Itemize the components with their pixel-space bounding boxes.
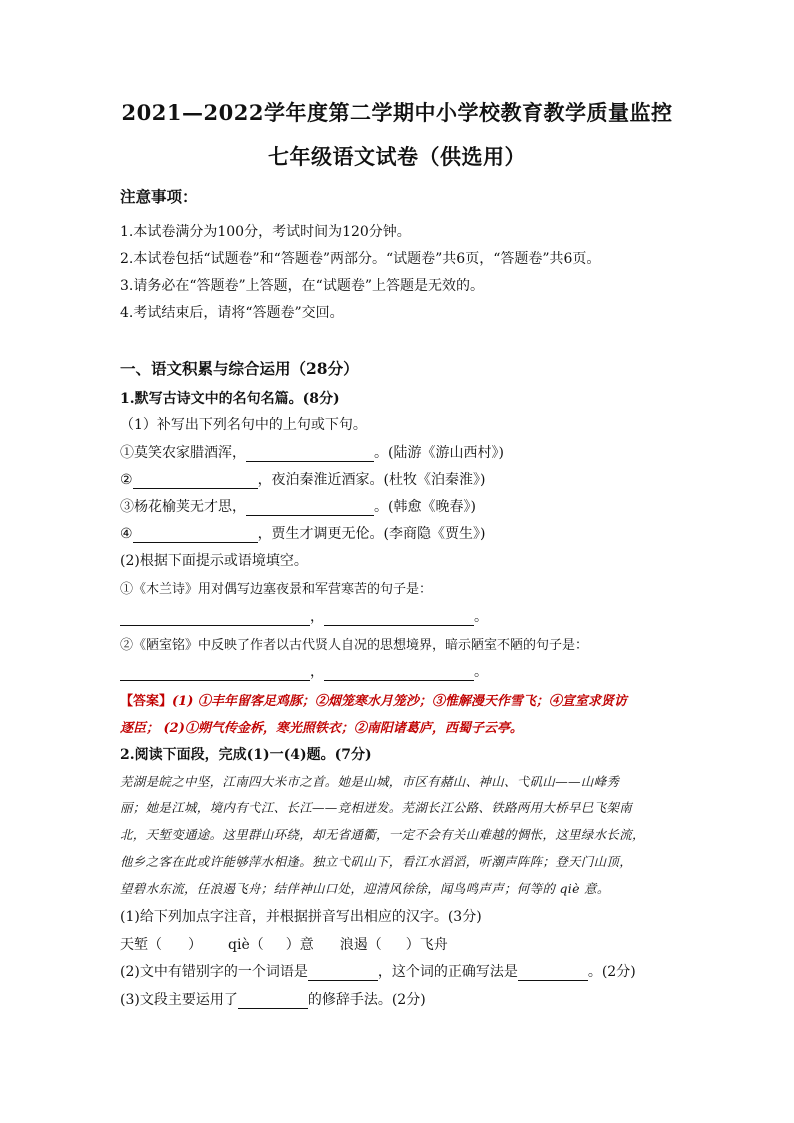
passage-line-3: 北，天堑变通途。这里群山环绕，却无省通衢，一定不会有关山难越的惆怅，这里绿水长流， bbox=[120, 827, 645, 842]
recite-item-text: ④ bbox=[120, 526, 133, 542]
answer-line-1 bbox=[120, 690, 627, 709]
passage-line-4: 他乡之客在此或许能够萍水相逢。独立弋矶山下，看江水滔滔，听潮声阵阵；登天门山顶， bbox=[120, 854, 633, 869]
pinyin-item: ） bbox=[188, 937, 202, 953]
answer-blank[interactable] bbox=[308, 966, 378, 981]
notice-heading: 注意事项： bbox=[120, 187, 198, 206]
question-text: ，这个词的正确写法是 bbox=[377, 964, 518, 980]
question-text: (3)文段主要运用了 bbox=[120, 992, 238, 1008]
fill-prompt-loushiming: ②《陋室铭》中反映了作者以古代贤人自况的思想境界，暗示陋室不陋的句子是： bbox=[120, 638, 589, 653]
question-text: 。(2分) bbox=[587, 964, 636, 980]
notice-item-4: 4.考试结束后，请将“答题卷”交回。 bbox=[120, 305, 344, 321]
notice-item-3: 3.请务必在“答题卷”上答题，在“试题卷”上答题是无效的。 bbox=[120, 278, 484, 294]
question-1-title: 1.默写古诗文中的名句名篇。(8分) bbox=[120, 391, 340, 407]
answer-blank[interactable] bbox=[246, 447, 374, 462]
answer-blank[interactable] bbox=[324, 611, 474, 626]
notice-item-2: 2.本试卷包括“试题卷”和“答题卷”两部分。“试题卷”共6页，“答题卷”共6页。 bbox=[120, 251, 601, 267]
passage-line-1: 芜湖是皖之中坚，江南四大米市之首。她是山城，市区有赭山、神山、弋矶山——山峰秀 bbox=[120, 774, 620, 789]
page-title: 2021—2022学年度第二学期中小学校教育教学质量监控 bbox=[121, 100, 673, 125]
question-2-sub1: (1)给下列加点字注音，并根据拼音写出相应的汉字。(3分) bbox=[120, 909, 482, 925]
question-2-sub3 bbox=[120, 989, 426, 1009]
question-1-sub1-instruction: （1）补写出下列名句中的上句或下句。 bbox=[120, 417, 367, 433]
answer-blank[interactable] bbox=[324, 666, 474, 681]
recite-item-source: 。(韩愈《晚春》) bbox=[374, 499, 476, 515]
recite-item-source: 。(陆游《游山西村》) bbox=[374, 445, 504, 461]
passage-line-2: 丽；她是江城，境内有弋江、长江——竞相迸发。芜湖长江公路、铁路两用大桥早巳飞架南 bbox=[120, 800, 633, 815]
period: 。 bbox=[474, 664, 488, 680]
recite-item-text: ③杨花榆荚无才思， bbox=[120, 499, 246, 515]
question-2-sub2 bbox=[120, 961, 636, 981]
question-text: (2)文中有错别字的一个词语是 bbox=[120, 964, 308, 980]
recite-item-text: ①莫笑农家腊酒浑， bbox=[120, 445, 246, 461]
answer-blank[interactable] bbox=[238, 994, 308, 1009]
question-1-sub2-instruction: (2)根据下面提示或语境填空。 bbox=[120, 553, 308, 569]
answer-blank[interactable] bbox=[120, 611, 310, 626]
comma: ， bbox=[310, 609, 324, 625]
answer-blank[interactable] bbox=[133, 528, 258, 543]
passage-line-5: 望碧水东流，任浪遏飞舟；结伴神山口处，迎清风徐徐，闻鸟鸣声声；何等的 qiè 意。 bbox=[120, 881, 610, 896]
answer-blank[interactable] bbox=[246, 501, 374, 516]
pinyin-item: 浪遏（ bbox=[339, 937, 382, 953]
recite-item-4 bbox=[120, 523, 486, 543]
question-2-title: 2.阅读下面段，完成(1)一(4)题。(7分) bbox=[120, 747, 372, 763]
pinyin-item: ）意 bbox=[285, 937, 314, 953]
answer-line-2: 逐臣； (2)①朔气传金柝，寒光照铁衣；②南阳诸葛庐，西蜀子云亭。 bbox=[120, 721, 523, 736]
answer-blank[interactable] bbox=[518, 966, 588, 981]
recite-item-1 bbox=[120, 442, 504, 462]
comma: ， bbox=[310, 664, 324, 680]
recite-item-source: ，贾生才调更无伦。(李商隐《贾生》) bbox=[257, 526, 486, 542]
recite-item-text: ② bbox=[120, 472, 133, 488]
answer-blank[interactable] bbox=[133, 474, 258, 489]
pinyin-line bbox=[120, 934, 448, 954]
answer-blank[interactable] bbox=[120, 666, 310, 681]
recite-item-3 bbox=[120, 496, 476, 516]
fill-prompt-mulan: ①《木兰诗》用对偶写边塞夜景和军营寒苦的句子是： bbox=[120, 582, 433, 597]
answer-text: (1) ①丰年留客足鸡豚；②烟笼寒水月笼沙；③惟解漫天作雪飞；④宣室求贤访 bbox=[172, 694, 627, 709]
pinyin-item: ）飞舟 bbox=[405, 937, 448, 953]
fill-line-loushiming bbox=[120, 661, 488, 681]
question-text: 的修辞手法。(2分) bbox=[307, 992, 426, 1008]
period: 。 bbox=[474, 609, 488, 625]
answer-tag: 【答案】 bbox=[120, 694, 173, 709]
recite-item-source: ，夜泊秦淮近酒家。(杜牧《泊秦淮》) bbox=[257, 472, 486, 488]
notice-item-1: 1.本试卷满分为100分，考试时间为120分钟。 bbox=[120, 224, 411, 240]
section-heading: 一、语文积累与综合运用（28分） bbox=[120, 359, 359, 378]
fill-line-mulan bbox=[120, 606, 488, 626]
recite-item-2 bbox=[120, 469, 486, 489]
pinyin-item: qiè（ bbox=[228, 937, 264, 953]
page-subtitle: 七年级语文试卷（供选用） bbox=[268, 144, 526, 169]
pinyin-item: 天堑（ bbox=[120, 937, 162, 953]
